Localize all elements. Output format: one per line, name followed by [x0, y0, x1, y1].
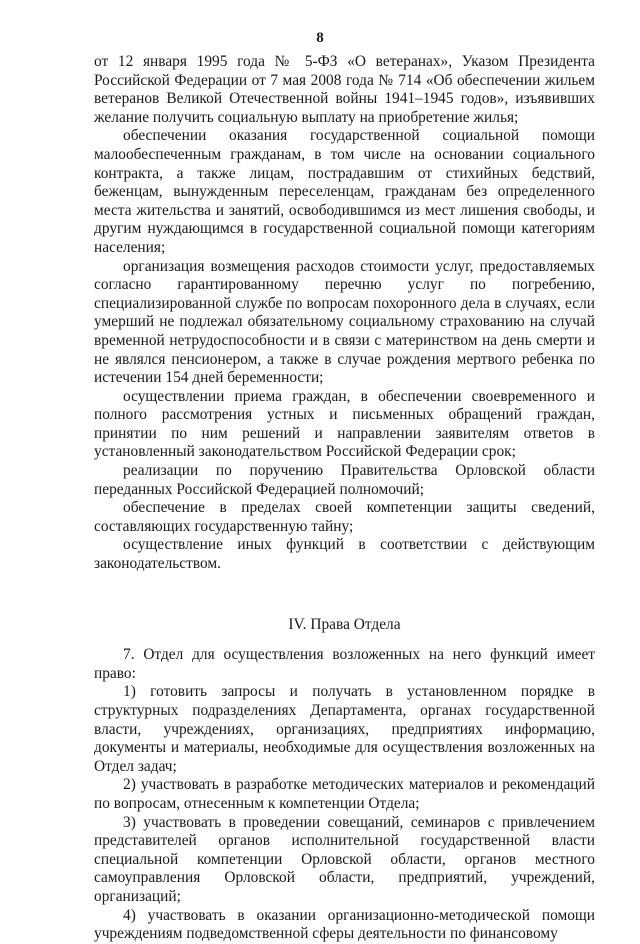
paragraph-right-1: 1) готовить запросы и получать в установленном порядке в структурных подразделениях Департамента, органах государственной власти, учреждениях, организациях, предприятиях информацию, документы и материалы, необходимые для осуществления возложенных на Отдел задач;	[94, 683, 595, 775]
document-body	[94, 53, 595, 944]
section-heading: IV. Права Отдела	[288, 615, 401, 633]
page-number: 8	[316, 30, 324, 46]
paragraph-veterans-continuation: от 12 января 1995 года № 5-ФЗ «О ветеранах», Указом Президента Российской Федерации от 7 мая 2008 года № 714 «Об обеспечении жильем ветеранов Великой Отечественной войны 1941–1945 годов», изъявивших желание получить социальную выплату на приобретение жилья;	[94, 53, 595, 126]
paragraph-social-assistance: обеспечении оказания государственной социальной помощи малообеспеченным гражданам, в том числе на основании социального контракта, а также лицам, пострадавшим от стихийных бедствий, беженцам, вынужденным переселенцам, гражданам без определенного места жительства и занятий, освободившимся из мест лишения свободы, и другим нуждающимся в государственной социальной помощи категориям населения;	[94, 127, 595, 256]
paragraph-rights-intro: 7. Отдел для осуществления возложенных на него функций имеет право:	[94, 646, 595, 682]
paragraph-right-4: 4) участвовать в оказании организационно-методической помощи учреждениям подведомственной сферы деятельности по финансовому	[94, 906, 595, 943]
paragraph-right-3: 3) участвовать в проведении совещаний, семинаров с привлечением представителей органов исполнительной государственной власти специальной компетенции Орловской области, органов местного самоуправления Орловской области, предприятий, учреждений, организаций;	[94, 813, 595, 905]
paragraph-citizen-appeals: осуществлении приема граждан, в обеспечении своевременного и полного рассмотрения устных и письменных обращений граждан, принятии по ним решений и направлении заявителям ответов в установленный законодательством Российской Федерации срок;	[94, 387, 595, 461]
paragraph-other-functions: осуществление иных функций в соответствии с действующим законодательством.	[94, 536, 595, 573]
paragraph-funeral-reimbursement: организация возмещения расходов стоимости услуг, предоставляемых согласно гарантированному перечню услуг по погребению, специализированной службе по вопросам похоронного дела в случаях, если умерший не подлежал обязательному социальному страхованию на случай временной нетрудоспособности и в связи с материнством на день смерти и не являлся пенсионером, а также в случае рождения мертвого ребенка по истечении 154 дней беременности;	[94, 257, 595, 387]
paragraph-delegated-powers: реализации по поручению Правительства Орловской области переданных Российской Федерацией полномочий;	[94, 462, 595, 498]
paragraph-state-secrets: обеспечение в пределах своей компетенции защиты сведений, составляющих государственную тайну;	[94, 499, 595, 535]
paragraph-right-2: 2) участвовать в разработке методических материалов и рекомендаций по вопросам, отнесенным к компетенции Отдела;	[94, 776, 595, 812]
